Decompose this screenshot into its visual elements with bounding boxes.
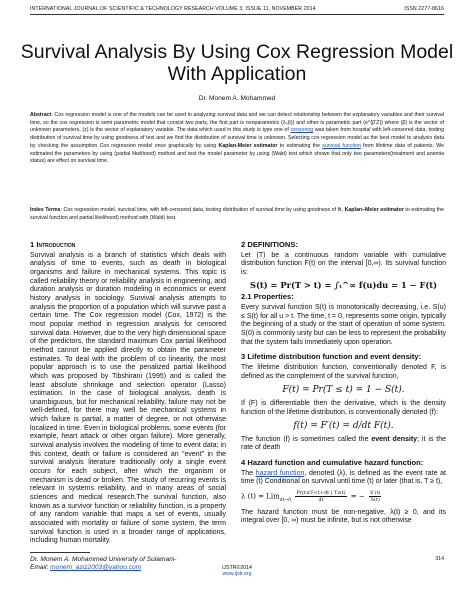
index-terms-text: : Cox regression model, survival time, with left-censored data, testing distribution of survival time by using goodness of fit, [60,207,345,213]
issn: ISSN 2277-8616 [404,6,444,12]
hazard-eq-fraction-1 [295,490,346,503]
section-3-number: 3 [241,352,246,362]
journal-header [30,6,444,12]
abstract-bold-kaplan: Kaplan-Meier estimator [218,142,278,149]
journal-name: INTERNATIONAL JOURNAL OF SCIENTIFIC & TECHNOLOGY RESEARCH VOLUME 3, ISSUE 11, NOVEMBER 2014 [30,6,316,12]
footer-url[interactable]: www.ijstr.org [222,571,252,578]
hazard-eq-den: dt [318,497,324,504]
footnote-rule [30,552,90,553]
abstract-text-3: to estimating the [277,142,323,149]
section-2-1-heading: 2.1 Properties: [241,292,294,302]
section-1-number: 1 [30,240,35,249]
link-hazard-function[interactable]: hazard function [255,469,305,477]
abstract-label: Abstract [30,112,52,118]
section-4-body-1b: , denoted (λ), is defined as the event rate at time (t) Conditional on survival until time (t) or later (that is, T ≥ t), [241,469,446,486]
event-density-term: event density [371,435,418,443]
section-4-number: 4 [241,458,246,468]
index-terms-label: Index Terms [30,207,61,213]
hazard-eq-fraction-2 [369,490,381,503]
section-4-title: Hazard function and cumulative hazard function: [247,458,424,468]
section-3-body-3a: The function (f) is sometimes called the [241,435,372,443]
hazard-eq-den2: S(t) [370,497,380,504]
density-equation: f(t) = F′(t) = d/dt F(t). [293,421,394,432]
section-4-body-2: The hazard function must be non-negative, λ(t) ≥ 0, and its integral over [0, ∞) must be infinite, but is not otherwise [241,508,446,525]
section-4-heading [241,459,446,468]
section-2-number: 2 [241,240,246,249]
hazard-eq-num2: S′(t) [369,490,381,497]
section-2-title: DEFINITIONS: [247,240,298,249]
section-2-heading [241,241,446,250]
survival-equation: S(t) = Pr(T > t) = ∫ₜ^∞ f(u)du = 1 − F(t) [249,279,438,290]
index-terms [30,207,444,222]
link-censoring[interactable]: censoring [290,127,314,134]
hazard-eq-num: Pr(t≤T<t+dt | T≥t) [296,490,346,497]
section-3-body-3 [241,436,446,453]
paper-title: Survival Analysis By Using Cox Regression Model With Application [20,41,454,85]
right-column [241,241,446,526]
footnote-affiliation: Dr. Monem A. Mohammed University of Sulamani- [30,555,177,563]
footnote-email[interactable]: monem_aziz2003@yahoo.com [50,564,142,572]
footer-copyright: IJSTR©2014 [222,565,252,571]
hazard-eq-limit: dt→0 [279,497,292,503]
link-survival-function[interactable]: survival function [322,142,361,149]
section-1-title: Introduction [36,240,76,249]
section-3-body-1: The lifetime distribution function, conventionally denoted F, is defined as the complement of the survival function, [241,363,446,380]
cdf-equation: F(t) = Pr(T ≤ t) = 1 − S(t). [282,385,405,396]
footnote-email-label: Email: [30,564,51,572]
section-4-body-1 [241,470,446,487]
section-3-body-2: If (F) is differentiable then the derivative, which is the density function of the lifetime distribution, is conventionally denoted (f): [241,399,446,416]
index-terms-bold: Kaplan–Meier estimator [344,207,404,213]
page-number: 314 [435,556,444,562]
index-terms-text-2: to estimating the survival function and partial likelihood) method with (Wald) test. [30,207,445,221]
hazard-eq-lhs: λ (t) = Lim [241,492,280,501]
left-column [30,241,226,572]
section-2-1-body: Every survival function S(t) is monotonically decreasing, i.e. S(u) ≤ S(t) for all u > t. The time, t = 0, represents some origin, typically the beginning of a study or the start of operation of some system. S(0) is commonly unity but can be less to represent the probability that the system fails immediately upon operation. [241,303,446,346]
section-2-intro: Let (T) be a continuous random variable with cumulative distribution function F(t) on the interval [0,∞). Its survival function is: [241,251,446,276]
abstract-text-2: was taken from hospital with left-censored data, testing distribution of survival time by using goodness of test and we find the distribution of survival time is unknown. Selecting cox regression model as the best model to analysis data by checking the assumption Cox regression model once graphically by using [30,127,444,149]
section-1-heading [30,241,226,250]
page-footer [0,565,474,578]
section-3-body-3c: ; it is the rate of death [241,435,446,452]
header-rule [30,14,444,15]
section-4-body-1a: The [241,469,256,477]
hazard-equation [241,490,446,506]
author: Dr. Monem A. Mohammed [198,95,276,102]
abstract-text-1: : Cox regression model is one of the models can be used in analyzing survival data and we can detect relationship between the explanatory variables and their survival time, so the cox regression is semi parametric model that consist two parts, the first part is nonparametric (λ₀(t)) and other is parametric part (e^{β'Z}) where (β) is the vector of unknown parameters, (z) is the vector of explanatory variable. The data which used in this study is type one of [30,112,444,134]
hazard-eq-mid: = − [350,492,365,501]
section-1-body: Survival analysis is a branch of statistics which deals with analysis of time to events, such as death in biological organisms and failure in mechanical systems. This topic is called reliability theory or reliability analysis in engineering, and duration analysis or duration modeling in economics or event history analysis in sociology. Survival analysis attempts to analysis the proportion of a population which will survive past a certain time. The Cox regression model (Cox, 1972) is the most popular method in regression analysis for censored survival data. However, due to the very high dimensional space of the predictors, the standard maximum Cox partial likelihood method cannot be applied directly to obtain the parameter estimates. To deal with the problem of co linearity, the most popular approach is to use the penalized partial likelihood which was proposed by Tibshirani (1995) and is called the least absolute shrinkage and selection operator (Lasso) estimation. In the case of biological analysis, death is unambiguous, but for mechanical reliability, failure may not be well-defined, for there may well be mechanical systems in which failure is partial, a matter of degree, or not otherwise localized in time. Even in biological problems, some events (for example, heart attack or other organ failure). More generally, survival analysis involves the modeling of time to event data; in this context, death or failure is considered an "event" in the survival analysis literature traditionally only a single event occurs for each subject, after which the organism or mechanism is dead or broken. The study of recurring events is relevant in systems reliability, and in many areas of social sciences and medical research.The survival function, also known as a survivor function or reliability function, is a property of any random variable that maps a set of events, usually associated with mortality or failure of some system, the term survival function is used in a broader range of applications, including human mortality. [30,251,226,545]
abstract [30,112,444,166]
abstract-text-4: from lifetime data of patients. We estimated the parameters by using (partial likelihood) method and test the model parameter by using (Wald) test which shown that only two parameters(treatment and anemia status) are effect on survival time. [30,142,444,165]
section-3-title: Lifetime distribution function and event density: [247,352,422,362]
section-3-heading [241,353,446,362]
